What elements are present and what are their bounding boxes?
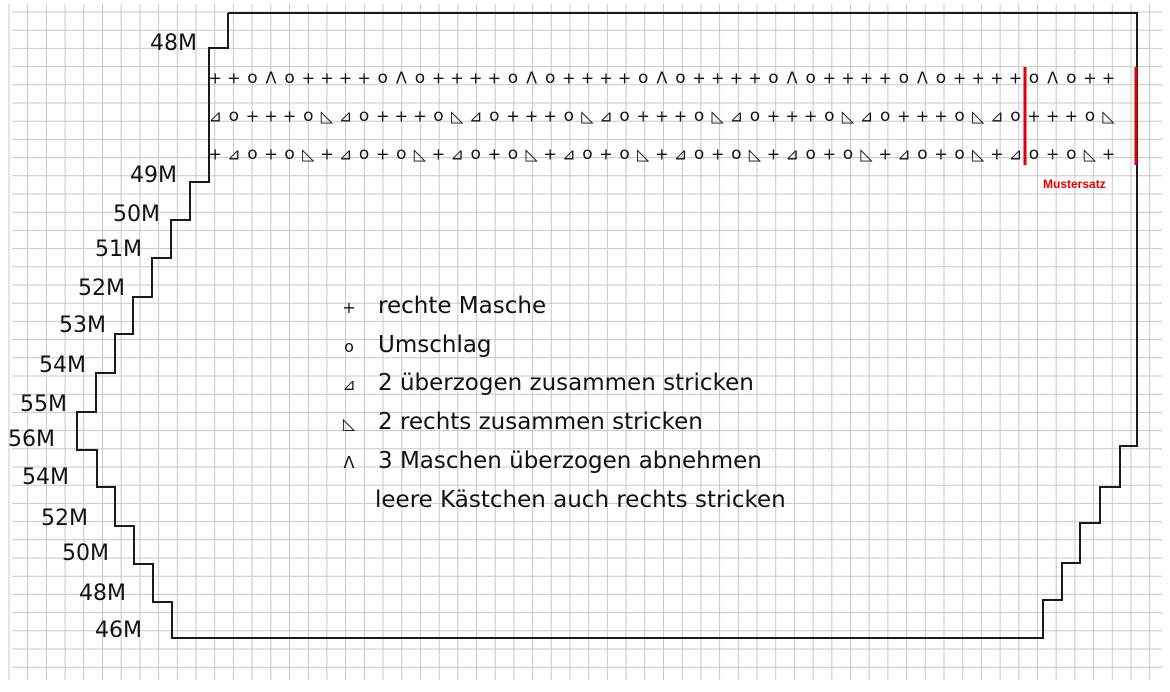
yarn-over-icon: o <box>637 68 649 88</box>
pattern-repeat-box <box>1025 67 1136 165</box>
knit-stitch-icon: + <box>562 68 576 88</box>
knit-stitch-icon: + <box>301 68 316 88</box>
yarn-over-icon: o <box>805 144 816 164</box>
knit-stitch-icon: + <box>655 106 669 126</box>
knit-stitch-icon: + <box>1064 106 1079 126</box>
knit-stitch-icon: + <box>729 68 744 88</box>
pattern-repeat-label: Mustersatz <box>1043 177 1106 191</box>
yarn-over-icon: o <box>303 106 314 126</box>
double-decrease-icon: ᐱ <box>343 453 355 472</box>
knit-stitch-icon: + <box>859 68 874 88</box>
yarn-over-icon: o <box>619 106 630 126</box>
knit-stitch-icon: + <box>897 106 911 126</box>
yarn-over-icon: o <box>470 144 481 164</box>
knit-stitch-icon: + <box>264 144 278 164</box>
yarn-over-icon: o <box>805 68 816 88</box>
k2tog-icon: ◺ <box>972 144 985 164</box>
knit-stitch-icon: + <box>710 68 725 88</box>
knit-stitch-icon: + <box>748 68 762 88</box>
knit-stitch-icon: + <box>692 68 706 88</box>
yarn-over-icon: o <box>1066 68 1077 88</box>
ssk-icon: ⊿ <box>990 106 1004 126</box>
ssk-icon: ⊿ <box>897 144 911 164</box>
yarn-over-icon: o <box>247 68 258 88</box>
knit-stitch-icon: + <box>264 106 278 126</box>
legend-text: Umschlag <box>378 332 492 358</box>
ssk-icon: ⊿ <box>450 144 464 164</box>
knit-stitch-icon: + <box>245 106 260 126</box>
yarn-over-icon: o <box>879 106 891 126</box>
ssk-icon: ⊿ <box>1008 144 1023 164</box>
double-decrease-icon: ᐱ <box>526 68 538 88</box>
knit-stitch-icon: + <box>673 106 688 126</box>
yarn-over-icon: o <box>935 68 947 88</box>
stitch-count-label: 46M <box>95 618 142 643</box>
yarn-over-icon: o <box>507 144 519 164</box>
knit-stitch-icon: + <box>971 68 985 88</box>
knit-stitch-icon: + <box>1101 68 1116 88</box>
yarn-over-icon: o <box>284 144 295 164</box>
knit-stitch-icon: + <box>1045 144 1060 164</box>
knit-stitch-icon: + <box>915 106 930 126</box>
knit-stitch-icon: + <box>878 68 892 88</box>
k2tog-icon: ◺ <box>1102 106 1115 126</box>
knit-stitch-icon: + <box>413 106 427 126</box>
k2tog-icon: ◺ <box>711 106 724 126</box>
ssk-icon: ⊿ <box>208 106 222 126</box>
knit-stitch-icon: + <box>338 68 353 88</box>
yarn-over-icon: o <box>824 106 835 126</box>
yarn-over-icon: o <box>433 106 444 126</box>
knit-stitch-icon: + <box>487 68 502 88</box>
double-decrease-icon: ᐱ <box>916 68 928 88</box>
knit-stitch-icon: + <box>282 106 297 126</box>
yarn-over-icon: o <box>898 68 910 88</box>
yarn-over-icon: o <box>675 68 686 88</box>
stitch-count-label: 54M <box>39 353 86 378</box>
k2tog-icon: ◺ <box>841 106 855 126</box>
stitch-count-label: 50M <box>113 202 160 227</box>
knit-stitch-icon: + <box>208 68 222 88</box>
legend-text: 2 überzogen zusammen stricken <box>378 370 754 396</box>
knit-stitch-icon: + <box>990 144 1004 164</box>
double-decrease-icon: ᐱ <box>395 68 407 88</box>
yarn-over-icon: o <box>954 144 965 164</box>
yarn-over-icon: o <box>693 144 705 164</box>
yarn-over-icon: o <box>1066 144 1077 164</box>
knit-stitch-icon: + <box>487 144 502 164</box>
knit-stitch-icon: + <box>766 106 781 126</box>
yarn-over-icon: o <box>489 106 500 126</box>
knit-stitch-icon: + <box>636 106 650 126</box>
ssk-icon: ⊿ <box>785 144 799 164</box>
yarn-over-icon: o <box>1084 106 1096 126</box>
knit-stitch-icon: + <box>342 298 356 317</box>
yarn-over-icon: o <box>358 144 370 164</box>
knit-stitch-icon: + <box>357 68 371 88</box>
knit-stitch-icon: + <box>599 68 613 88</box>
yarn-over-icon: o <box>1010 106 1021 126</box>
ssk-icon: ⊿ <box>468 106 483 126</box>
knit-stitch-icon: + <box>841 68 855 88</box>
k2tog-icon: ◺ <box>342 414 356 433</box>
grid-lines <box>9 4 1162 680</box>
yarn-over-icon: o <box>768 68 779 88</box>
stitch-count-label: 51M <box>95 237 142 262</box>
yarn-over-icon: o <box>954 106 965 126</box>
knit-stitch-icon: + <box>1101 144 1116 164</box>
stitch-count-label: 49M <box>130 163 177 188</box>
pattern-symbols <box>208 68 1115 164</box>
k2tog-icon: ◺ <box>450 106 464 126</box>
stitch-count-label: 53M <box>59 313 106 338</box>
ssk-icon: ⊿ <box>338 144 353 164</box>
k2tog-icon: ◺ <box>302 144 315 164</box>
yarn-over-icon: o <box>563 106 575 126</box>
double-decrease-icon: ᐱ <box>656 68 668 88</box>
ssk-icon: ⊿ <box>227 144 241 164</box>
double-decrease-icon: ᐱ <box>265 68 277 88</box>
knit-stitch-icon: + <box>822 144 837 164</box>
yarn-over-icon: o <box>1028 144 1040 164</box>
knit-stitch-icon: + <box>990 68 1004 88</box>
knit-stitch-icon: + <box>208 144 222 164</box>
knit-stitch-icon: + <box>227 68 241 88</box>
yarn-over-icon: o <box>917 144 928 164</box>
double-decrease-icon: ᐱ <box>1047 68 1059 88</box>
knit-stitch-icon: + <box>394 106 409 126</box>
yarn-over-icon: o <box>228 106 240 126</box>
stitch-count-label: 52M <box>78 276 125 301</box>
yarn-over-icon: o <box>247 144 258 164</box>
stitch-count-label: 48M <box>79 581 126 606</box>
ssk-icon: ⊿ <box>338 106 353 126</box>
knit-stitch-icon: + <box>506 106 520 126</box>
knit-stitch-icon: + <box>431 68 446 88</box>
yarn-over-icon: o <box>842 144 854 164</box>
knit-stitch-icon: + <box>617 68 632 88</box>
yarn-over-icon: o <box>358 106 370 126</box>
knit-stitch-icon: + <box>710 144 725 164</box>
k2tog-icon: ◺ <box>320 106 334 126</box>
knit-stitch-icon: + <box>1027 106 1041 126</box>
knit-stitch-icon: + <box>822 68 837 88</box>
knit-stitch-icon: + <box>375 106 390 126</box>
yarn-over-icon: o <box>507 68 519 88</box>
knit-stitch-icon: + <box>599 144 613 164</box>
knit-stitch-icon: + <box>766 144 781 164</box>
knit-stitch-icon: + <box>543 144 557 164</box>
knit-stitch-icon: + <box>580 68 595 88</box>
ssk-icon: ⊿ <box>673 144 688 164</box>
ssk-icon: ⊿ <box>342 375 356 394</box>
yarn-over-icon: o <box>284 68 295 88</box>
knit-stitch-icon: + <box>450 68 464 88</box>
knit-stitch-icon: + <box>1008 68 1023 88</box>
stitch-count-label: 50M <box>62 541 109 566</box>
knit-stitch-icon: + <box>952 68 967 88</box>
legend-text: leere Kästchen auch rechts stricken <box>375 487 786 513</box>
yarn-over-icon: o <box>414 68 426 88</box>
knit-stitch-icon: + <box>934 144 948 164</box>
knit-stitch-icon: + <box>785 106 799 126</box>
knit-stitch-icon: + <box>655 144 669 164</box>
stitch-count-label: 56M <box>8 427 55 452</box>
k2tog-icon: ◺ <box>637 144 650 164</box>
ssk-icon: ⊿ <box>729 106 744 126</box>
ssk-icon: ⊿ <box>599 106 613 126</box>
ssk-icon: ⊿ <box>562 144 576 164</box>
k2tog-icon: ◺ <box>581 106 594 126</box>
knit-stitch-icon: + <box>1083 68 1097 88</box>
k2tog-icon: ◺ <box>413 144 427 164</box>
legend-text: rechte Masche <box>378 293 547 319</box>
yarn-over-icon: o <box>377 68 388 88</box>
knit-stitch-icon: + <box>375 144 390 164</box>
legend-text: 3 Maschen überzogen abnehmen <box>378 448 762 474</box>
knit-stitch-icon: + <box>543 106 557 126</box>
yarn-over-icon: o <box>582 144 593 164</box>
k2tog-icon: ◺ <box>748 144 762 164</box>
knit-stitch-icon: + <box>1045 106 1060 126</box>
knit-stitch-icon: + <box>320 68 334 88</box>
yarn-over-icon: o <box>396 144 407 164</box>
knit-stitch-icon: + <box>320 144 334 164</box>
yarn-over-icon: o <box>731 144 742 164</box>
ssk-icon: ⊿ <box>859 106 874 126</box>
stitch-count-label: 54M <box>22 465 69 490</box>
stitch-count-label: 55M <box>20 392 67 417</box>
legend-text: 2 rechts zusammen stricken <box>378 409 703 435</box>
yarn-over-icon: o <box>544 68 556 88</box>
yarn-over-icon: o <box>619 144 630 164</box>
knit-stitch-icon: + <box>468 68 483 88</box>
knit-stitch-icon: + <box>878 144 892 164</box>
yarn-over-icon: o <box>749 106 761 126</box>
k2tog-icon: ◺ <box>972 106 985 126</box>
yarn-over-icon: o <box>693 106 705 126</box>
knit-stitch-icon: + <box>934 106 948 126</box>
yarn-over-icon: o <box>1028 68 1040 88</box>
knit-stitch-icon: + <box>524 106 539 126</box>
k2tog-icon: ◺ <box>525 144 538 164</box>
double-decrease-icon: ᐱ <box>786 68 798 88</box>
stitch-count-top: 48M <box>150 31 197 56</box>
yarn-over-icon: o <box>344 337 354 356</box>
k2tog-icon: ◺ <box>1083 144 1097 164</box>
knit-stitch-icon: + <box>803 106 818 126</box>
k2tog-icon: ◺ <box>860 144 873 164</box>
stitch-count-label: 52M <box>41 506 88 531</box>
knit-stitch-icon: + <box>431 144 446 164</box>
